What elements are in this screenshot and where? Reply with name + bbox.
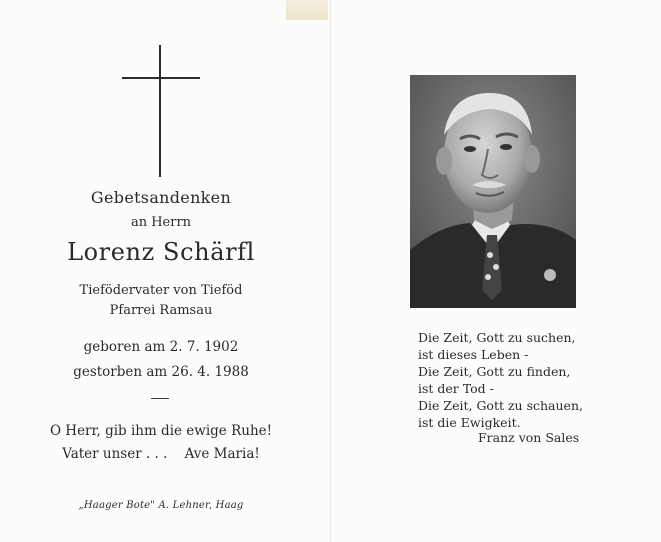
printer-credit: „Haager Bote" A. Lehner, Haag — [78, 500, 244, 511]
poem-author: Franz von Sales — [478, 430, 580, 445]
heading: Gebetsandenken — [90, 188, 232, 207]
deceased-role: Tiefödervater von Tieföd — [79, 283, 243, 298]
portrait-photo — [410, 75, 576, 308]
cross-horizontal-bar — [122, 77, 200, 79]
poem-line: Die Zeit, Gott zu suchen, — [418, 330, 576, 345]
poem-line: Die Zeit, Gott zu schauen, — [418, 398, 583, 413]
cross-icon — [122, 45, 200, 177]
poem-line: Die Zeit, Gott zu finden, — [418, 364, 571, 379]
prayer-line-2: Vater unser . . . Ave Maria! — [62, 446, 260, 462]
divider-dash — [151, 398, 169, 399]
portrait-image — [410, 75, 576, 308]
poem-line: ist die Ewigkeit. — [418, 415, 521, 430]
deceased-name: Lorenz Schärfl — [67, 238, 255, 266]
poem-line: ist dieses Leben - — [418, 347, 529, 362]
fold-line — [330, 0, 331, 542]
poem-line: ist der Tod - — [418, 381, 494, 396]
prayer-line-1: O Herr, gib ihm die ewige Ruhe! — [49, 423, 273, 439]
tape-strip — [286, 0, 328, 20]
parish: Pfarrei Ramsau — [109, 303, 213, 318]
cross-vertical-bar — [159, 45, 161, 177]
death-date: gestorben am 26. 4. 1988 — [73, 364, 249, 380]
poem — [418, 329, 583, 431]
birth-date: geboren am 2. 7. 1902 — [83, 339, 239, 355]
subheading: an Herrn — [130, 215, 192, 230]
